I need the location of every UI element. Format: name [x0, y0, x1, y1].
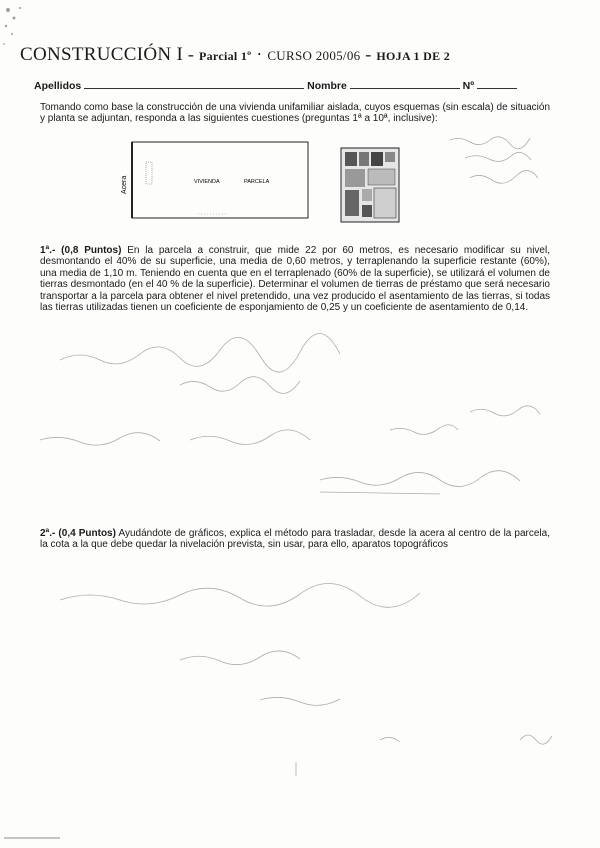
- plot-label: PARCELA: [244, 179, 270, 185]
- exam-header: CONSTRUCCIÓN I - Parcial 1º · CURSO 2005/06 - HOJA 1 DE 2: [20, 44, 451, 65]
- question-1-number: 1ª.- (0,8 Puntos): [40, 245, 122, 256]
- number-label: Nº: [462, 80, 475, 92]
- sheet-number: HOJA 1 DE 2: [376, 49, 451, 63]
- scribble-3: [470, 170, 538, 183]
- scribble-11: [60, 583, 420, 607]
- intro-text: Tomando como base la construcción de una vivienda unifamiliar aislada, cuyos esquemas (sin escala) de situación y planta se adjuntan, responda a las siguientes cuestiones (preguntas 1ª a 10ª, inclusive):: [40, 102, 550, 125]
- course-title: CONSTRUCCIÓN I: [20, 44, 184, 65]
- house-label: VIVIENDA: [194, 179, 220, 185]
- scribble-2: [465, 152, 531, 161]
- exam-name: Parcial 1º: [199, 49, 252, 63]
- scribble-9: [390, 425, 458, 435]
- question-2-text: Ayudándote de gráficos, explica el método para trasladar, desde la acera al centro de la parcela, la cota a la que debe quedar la nivelación prevista, sin usar, para ello, aparatos topográficos: [40, 528, 550, 551]
- scribble-15: [520, 735, 552, 744]
- scribble-12: [180, 651, 300, 665]
- scribble-8: [190, 430, 310, 445]
- scribble-5: [180, 377, 300, 394]
- scribble-13: [260, 697, 340, 705]
- scan-noise: [3, 7, 21, 45]
- scribble-14: [380, 737, 400, 742]
- question-2-number: 2ª.- (0,4 Puntos): [40, 528, 116, 539]
- scribble-6: [470, 406, 540, 416]
- question-1-text: En la parcela a construir, que mide 22 por 60 metros, es necesario modificar su nivel, desmontando el 40% de su superficie, una media de 0,60 metros, y terraplenando la superficie restante (60%), una media de 1,10 m. Teniendo en cuenta que en el terraplenado (60% de la superficie), se utilizará el volumen de tierras desmontado (en el 40 % de la superficie). Determinar el volumen de tierras de préstamo que será necesario transportar a la parcela para obtener el nivel pretendido, una vez producido el asentamiento de las tierras, si todas las tierras utilizadas tienen un coeficiente de esponjamiento de 0,25 y un coeficiente de asentamiento de 0,14.: [40, 245, 550, 314]
- surname-label: Apellidos: [34, 80, 82, 92]
- underline-1: [320, 492, 440, 494]
- name-label: Nombre: [307, 80, 347, 92]
- scribble-10: [320, 471, 520, 487]
- scribble-7: [40, 433, 160, 446]
- course-year: CURSO 2005/06: [267, 48, 361, 63]
- scribble-1: [450, 137, 530, 149]
- scribble-4: [60, 333, 340, 372]
- sidewalk-label: Acera: [121, 175, 128, 194]
